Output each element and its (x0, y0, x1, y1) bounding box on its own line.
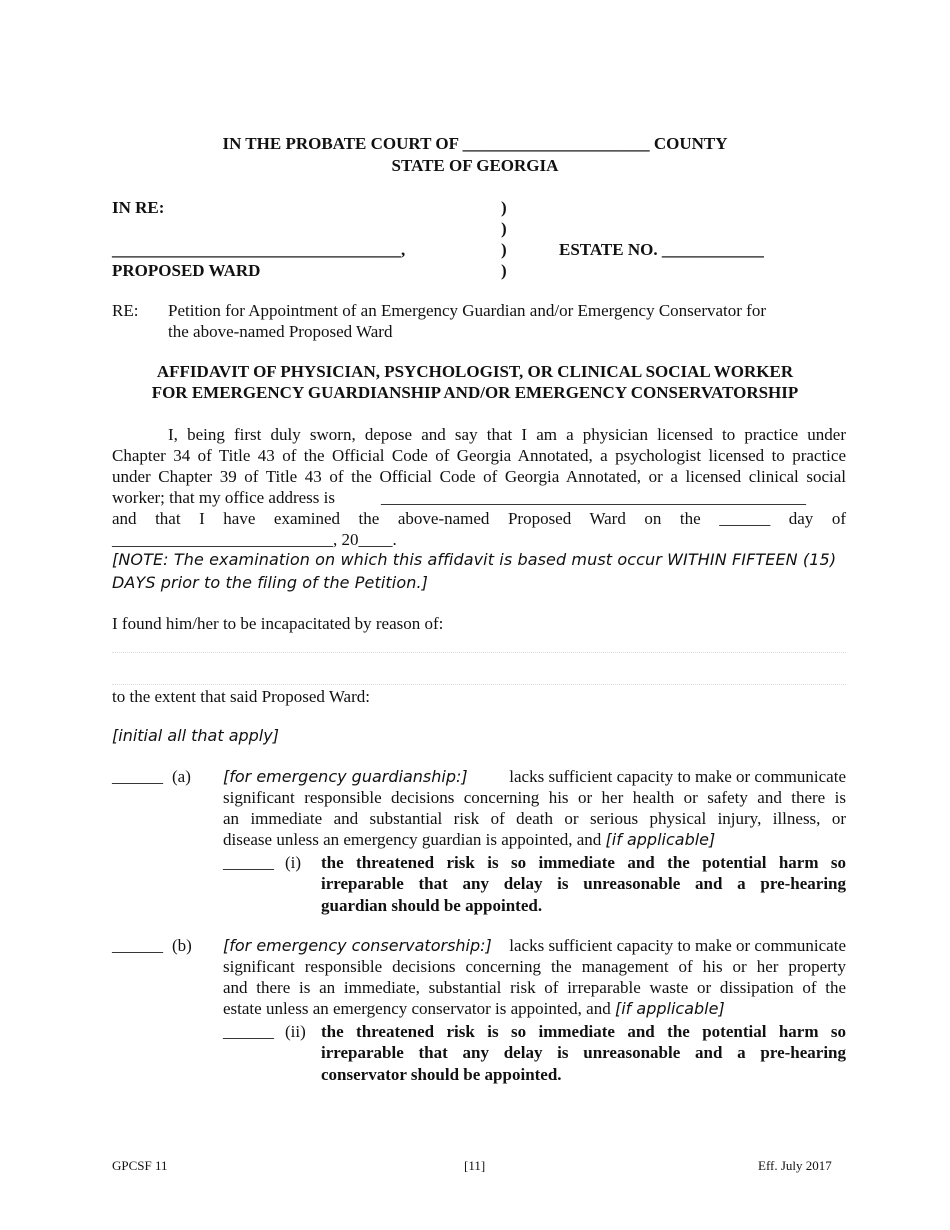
re-text-line-1: Petition for Appointment of an Emergency Guardian and/or Emergency Conservator for (168, 301, 766, 320)
page-number: [11] (464, 1158, 486, 1173)
item-b-ii-initial-blank[interactable]: ______ (223, 1022, 274, 1041)
effective-date: Eff. July 2017 (758, 1158, 832, 1173)
item-b-ii-label: (ii) (285, 1022, 306, 1041)
examination-date-line: __________________________, 20____. (112, 530, 397, 549)
extent-label: to the extent that said Proposed Ward: (112, 687, 370, 706)
incapacity-reason-field[interactable] (112, 684, 846, 685)
estate-number: ESTATE NO. ____________ (559, 240, 764, 259)
caption-paren: ) (501, 240, 507, 259)
incapacity-reason-label: I found him/her to be incapacitated by reason of: (112, 614, 444, 633)
item-b-tag: [for emergency conservatorship:] (223, 936, 492, 955)
proposed-ward-name-line: __________________________________, (112, 240, 406, 259)
affidavit-title-line-2: FOR EMERGENCY GUARDIANSHIP AND/OR EMERGENCY CONSERVATORSHIP (151, 383, 799, 402)
form-id: GPCSF 11 (112, 1158, 168, 1173)
item-a-line-1 (223, 767, 846, 787)
item-b-line-2: significant responsible decisions concerning the management of his or her property (223, 957, 846, 976)
item-b-line-1-text: lacks sufficient capacity to make or communicate (509, 936, 846, 955)
item-b-ii-line-3: conservator should be appointed. (321, 1065, 562, 1084)
caption-paren: ) (501, 261, 507, 280)
note-line-2: DAYS prior to the filing of the Petition.] (112, 573, 428, 592)
item-a-line-4-text: disease unless an emergency guardian is appointed, and (223, 830, 602, 849)
item-b-line-1 (223, 936, 846, 956)
item-a-if-applicable: [if applicable] (605, 830, 716, 849)
note-line-1: [NOTE: The examination on which this affidavit is based must occur WITHIN FIFTEEN (15) (112, 550, 837, 569)
office-address-label: worker; that my office address is (112, 488, 335, 507)
item-b-line-4 (223, 999, 725, 1019)
court-heading: IN THE PROBATE COURT OF ______________________ COUNTY (222, 134, 728, 153)
item-b-initial-blank[interactable]: ______ (112, 936, 163, 955)
item-b-ii-line-2: irreparable that any delay is unreasonable and a pre-hearing (321, 1043, 846, 1062)
proposed-ward-label: PROPOSED WARD (112, 261, 261, 280)
affidavit-title-line-1: AFFIDAVIT OF PHYSICIAN, PSYCHOLOGIST, OR CLINICAL SOCIAL WORKER (156, 362, 794, 381)
in-re-label: IN RE: (112, 198, 165, 217)
office-address-blank: __________________________________________________ (381, 488, 806, 507)
item-a-i-initial-blank[interactable]: ______ (223, 853, 274, 872)
item-a-line-4 (223, 830, 715, 850)
sworn-paragraph-line-2: Chapter 34 of Title 43 of the Official Code of Georgia Annotated, a psychologist licensed to practice (112, 446, 846, 465)
item-a-line-1-text: lacks sufficient capacity to make or communicate (509, 767, 846, 786)
re-text-line-2: the above-named Proposed Ward (168, 322, 393, 341)
sworn-paragraph-line-1: I, being first duly sworn, depose and say that I am a physician licensed to practice under (168, 425, 846, 444)
initial-instruction: [initial all that apply] (112, 726, 279, 745)
incapacity-reason-field[interactable] (112, 652, 846, 653)
state-heading: STATE OF GEORGIA (391, 156, 559, 175)
item-a-initial-blank[interactable]: ______ (112, 767, 163, 786)
examined-line: and that I have examined the above-named Proposed Ward on the ______ day of (112, 509, 846, 528)
caption-paren: ) (501, 219, 507, 238)
item-a-i-line-3: guardian should be appointed. (321, 896, 543, 915)
item-b-line-4-text: estate unless an emergency conservator is appointed, and (223, 999, 611, 1018)
item-a-i-label: (i) (285, 853, 302, 872)
item-b-label: (b) (172, 936, 192, 955)
item-b-if-applicable: [if applicable] (614, 999, 725, 1018)
re-label: RE: (112, 301, 139, 320)
caption-paren: ) (501, 198, 507, 217)
item-a-i-line-1: the threatened risk is so immediate and the potential harm so (321, 853, 846, 872)
sworn-paragraph-line-3: under Chapter 39 of Title 43 of the Official Code of Georgia Annotated, or a licensed clinical social (112, 467, 846, 486)
item-b-line-3: and there is an immediate, substantial risk of irreparable waste or dissipation of the (223, 978, 846, 997)
item-a-i-line-2: irreparable that any delay is unreasonable and a pre-hearing (321, 874, 846, 893)
item-b-ii-line-1: the threatened risk is so immediate and the potential harm so (321, 1022, 846, 1041)
item-a-line-2: significant responsible decisions concerning his or her health or safety and there is (223, 788, 846, 807)
item-a-tag: [for emergency guardianship:] (223, 767, 468, 786)
item-a-label: (a) (172, 767, 191, 786)
item-a-line-3: an immediate and substantial risk of death or serious physical injury, illness, or (223, 809, 846, 828)
